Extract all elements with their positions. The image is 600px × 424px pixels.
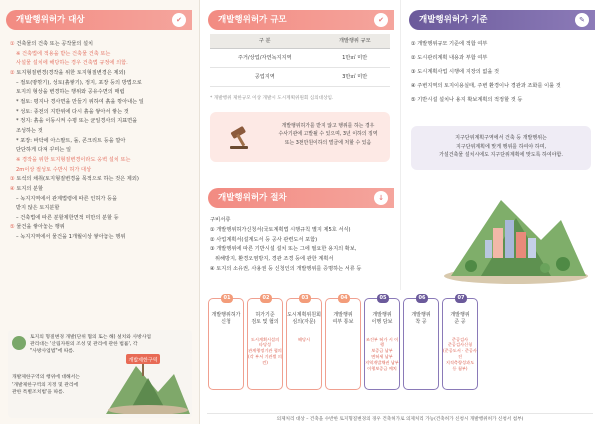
district-line: 지구단위계획구역에서 건축 등 개발행위는 (455, 135, 547, 141)
procedure-step (364, 295, 400, 390)
target-item (10, 185, 194, 193)
item-text: * 성토: 종전의 지반위에 다시 흙을 쌓아서 쌓는 것 (16, 108, 129, 115)
district-line: 지구단위계획에 맞게 행위를 하여야 하며, (455, 143, 547, 150)
docs-title: 구비서류 (210, 217, 231, 223)
item-text: 토지의 분할 (16, 185, 44, 192)
table-header: 구 분 (210, 34, 319, 49)
item-text: ※ 건축법에 적용을 받는 건축물 건축 또는 (16, 50, 111, 57)
item-text: 사설물 설치에 해당하는 경우 건축법 규정에 의함. (16, 60, 128, 67)
table-row (210, 68, 390, 87)
item-number: ④ (10, 185, 15, 192)
item-text: 받지 않은 토지분할 (16, 205, 60, 212)
target-item (10, 98, 194, 106)
item-text: 토석의 채취(토지형질변경을 목적으로 하는 것은 제외) (16, 176, 139, 183)
target-item (10, 108, 194, 116)
edit-icon: ✎ (575, 13, 589, 27)
step-title: 개발행위허가 신청 (211, 312, 241, 326)
target-item (10, 40, 194, 48)
table-cell: 1만㎡ 미만 (319, 49, 390, 68)
procedure-step (247, 295, 283, 390)
docs-list (210, 226, 400, 274)
procedure-step (442, 295, 478, 390)
note-line: 토지의 형질변경 개발(단위 협의 또는 해) 설치와 사방사업 (30, 335, 151, 340)
target-item (10, 204, 194, 212)
item-text: 조성하는 것 (16, 127, 43, 134)
note-box (8, 330, 192, 418)
gavel-icon (228, 124, 254, 150)
doc-item: ③ 개발행위에 따른 기반시설 설치 또는 그에 필요한 용지의 확보, (210, 246, 357, 253)
step-title: 개발행위 준 공 (450, 312, 470, 326)
doc-item: ① 개발행위허가신청서(국토계획법 시행규칙 별지 제5호 서식) (210, 227, 351, 233)
item-text: – 녹지지역에서 관계법령에 따른 인허가 등을 (16, 195, 118, 202)
column-criteria (400, 0, 600, 290)
step-number: 03 (299, 294, 311, 303)
checkmark-icon: ✔ (374, 13, 388, 27)
step-desc: 도시계획시설의 타당성 관계행정기관 협의 (각 부서 기관별 의견) (248, 336, 282, 365)
step-title: 개발행위 이행 담보 (371, 312, 393, 326)
table-note: * 개발행위 제한규모 이상 개발시 도시계획위원회 심의대상임. (210, 96, 334, 101)
target-banner (6, 10, 192, 30)
step-title: 개발행위 착 공 (411, 312, 431, 326)
item-text: – 절토(땅깎기), 성토(흙쌓기), 정지, 포장 등의 방법으로 (16, 79, 142, 86)
item-text: * 정지: 흙을 이동시켜 수평 또는 균일경사의 지표면을 (16, 118, 138, 125)
penalty-line: 개발행위허가를 받지 않고 행위를 하는 경우 (281, 123, 375, 129)
penalty-box (210, 112, 390, 162)
column-target (0, 0, 200, 424)
step-number: 02 (260, 294, 272, 303)
step-desc: 조건부 허가 시 이행 보증금 납부 면허세 납부 지역개발채권 납부 이행보증금 예치 (365, 336, 399, 371)
item-text: ※ 경작을 위한 토지형질변경이라도 옹벽 설치 또는 (16, 156, 131, 163)
criteria-banner (409, 10, 595, 30)
table-cell: 공업지역 (210, 68, 319, 87)
criteria-list (411, 40, 599, 110)
step-title: 허가기준 검토 및 협의 (251, 312, 279, 326)
sign-label: 개발제한구역 (128, 357, 158, 364)
note-line: 관한 특별조치법'을 따름. (12, 390, 65, 396)
item-text: * 절토: 평지나 경사면을 만들기 위하여 흙을 깎아내는 일 (16, 98, 144, 105)
target-item (10, 127, 194, 135)
target-item (10, 79, 194, 87)
item-text: * 포장: 바닥에 아스팔트, 돌, 콘크리트 등을 깔아 (16, 137, 126, 144)
procedure-step (403, 295, 439, 390)
item-text: 토지형질변경(경작을 위한 토지형질변경은 제외) (16, 69, 126, 76)
district-line: 가설건축물 설치시에도 지구단위계획에 맞도록 하여야함. (439, 152, 563, 158)
criteria-title: 개발행위허가 기준 (419, 15, 488, 25)
procedure-title: 개발행위허가 절차 (218, 193, 287, 203)
item-text: 단단하게 다져 꾸미는 일 (16, 147, 72, 154)
note-line: '개발제한구역의 지정 및 관리에 (12, 382, 79, 388)
item-number: ① (10, 41, 15, 47)
target-item (10, 166, 194, 174)
item-text: – 건축법에 따른 분할제한면적 미만의 분할 등 (16, 214, 119, 221)
item-number: ② (10, 69, 15, 76)
item-text: 물건을 쌓아놓는 행위 (16, 224, 65, 231)
target-item (10, 214, 194, 222)
target-item (10, 88, 194, 96)
criteria-item: ④ 주변지역의 토지이용실태, 주변 환경이나 경관과 조화를 이룰 것 (411, 83, 561, 90)
target-item (10, 175, 194, 183)
note-line: 관리대는 '산림자원의 조성 및 관리에 관한 법률', 각 (30, 342, 138, 348)
penalty-line: 수사기관에 고발될 수 있으며, 3년 이하의 징역 (278, 131, 378, 138)
note-line: 개발제한구역의 행위에 대해서는 (12, 375, 80, 380)
doc-item: ② 사업계획서(설계도서 등 공사 관련도서 포함) (210, 236, 318, 243)
table-header: 개발행위 규모 (319, 34, 390, 49)
table-row (210, 49, 390, 68)
step-number: 05 (377, 294, 389, 303)
target-item (10, 69, 194, 77)
mountain-illustration (106, 352, 190, 414)
target-item (10, 137, 194, 145)
penalty-line: 또는 3천만원이하의 벌금에 처할 수 있음 (284, 139, 372, 146)
item-number: ⑤ (10, 224, 15, 231)
target-list (10, 40, 194, 243)
note-line: "사방사업법"에 따름. (30, 349, 75, 355)
checkmark-icon: ✔ (172, 13, 186, 27)
target-item (10, 156, 194, 164)
item-text: 토지의 형상을 변경하는 행위와 공유수면의 매립 (16, 89, 125, 96)
procedure-step (286, 295, 322, 390)
step-number: 01 (221, 294, 233, 303)
procedure-step (208, 295, 244, 390)
target-title: 개발행위허가 대상 (16, 15, 85, 25)
doc-item: ④ 토지의 소유권, 사용권 등 신청인의 개발행위를 증명하는 서류 등 (210, 265, 362, 272)
scale-banner (208, 10, 394, 30)
procedure-banner (208, 188, 394, 208)
table-cell: 3만㎡ 미만 (319, 68, 390, 87)
step-title: 개발행위 여부 통보 (332, 312, 354, 326)
criteria-item: ① 개발행위규모 기준에 적합 여부 (411, 41, 488, 47)
scale-table (210, 34, 390, 87)
step-desc: 준공검사 준공검사신청 (준공도서 · 준공사진 지적측량성과도 등 첨부) (443, 336, 477, 371)
item-number: ③ (10, 176, 15, 183)
item-text: 건축물의 건축 또는 공작물의 설치 (16, 41, 94, 47)
target-item (10, 59, 194, 67)
criteria-item: ② 도시관리계획 내용과 부합 여부 (411, 55, 488, 62)
target-item (10, 195, 194, 203)
target-item (10, 233, 194, 241)
footer-note: 의제처리 대상 – 건축을 수반한 토지형질변경의 경우 건축허가로 의제처리 가능(건축허가 신청시 개발행위허가 신청서 첨부) (207, 413, 593, 423)
district-box (411, 126, 591, 170)
procedure-step (325, 295, 361, 390)
scale-title: 개발행위허가 규모 (218, 15, 287, 25)
step-number: 06 (416, 294, 428, 303)
target-item (10, 146, 194, 154)
step-title: 도시계획위원회 심의(자문) (287, 312, 321, 326)
criteria-item: ⑤ 기반시설 설치나 용지 확보계획의 적정할 것 등 (411, 97, 523, 104)
doc-item: 위해방지, 환경오염방지, 경관 조경 등에 관한 계획서 (210, 255, 334, 262)
item-text: 2m이상 절성토 수반시 허가 대상 (16, 166, 92, 173)
criteria-item: ③ 도시계획사업 시행에 지장의 없을 것 (411, 69, 500, 76)
procedure-steps (208, 295, 478, 390)
table-cell: 주거/상업/자연녹지지역 (210, 49, 319, 68)
target-item (10, 50, 194, 58)
download-icon: ↓ (374, 191, 388, 205)
step-desc: 해당시 (297, 336, 311, 342)
tree-icon (12, 336, 26, 350)
city-mountain-illustration (441, 180, 591, 285)
target-item (10, 117, 194, 125)
target-item (10, 223, 194, 231)
step-number: 07 (455, 294, 467, 303)
item-text: – 녹지지역에서 물건을 1개월이상 쌓아놓는 행위 (16, 234, 126, 241)
step-number: 04 (338, 294, 350, 303)
